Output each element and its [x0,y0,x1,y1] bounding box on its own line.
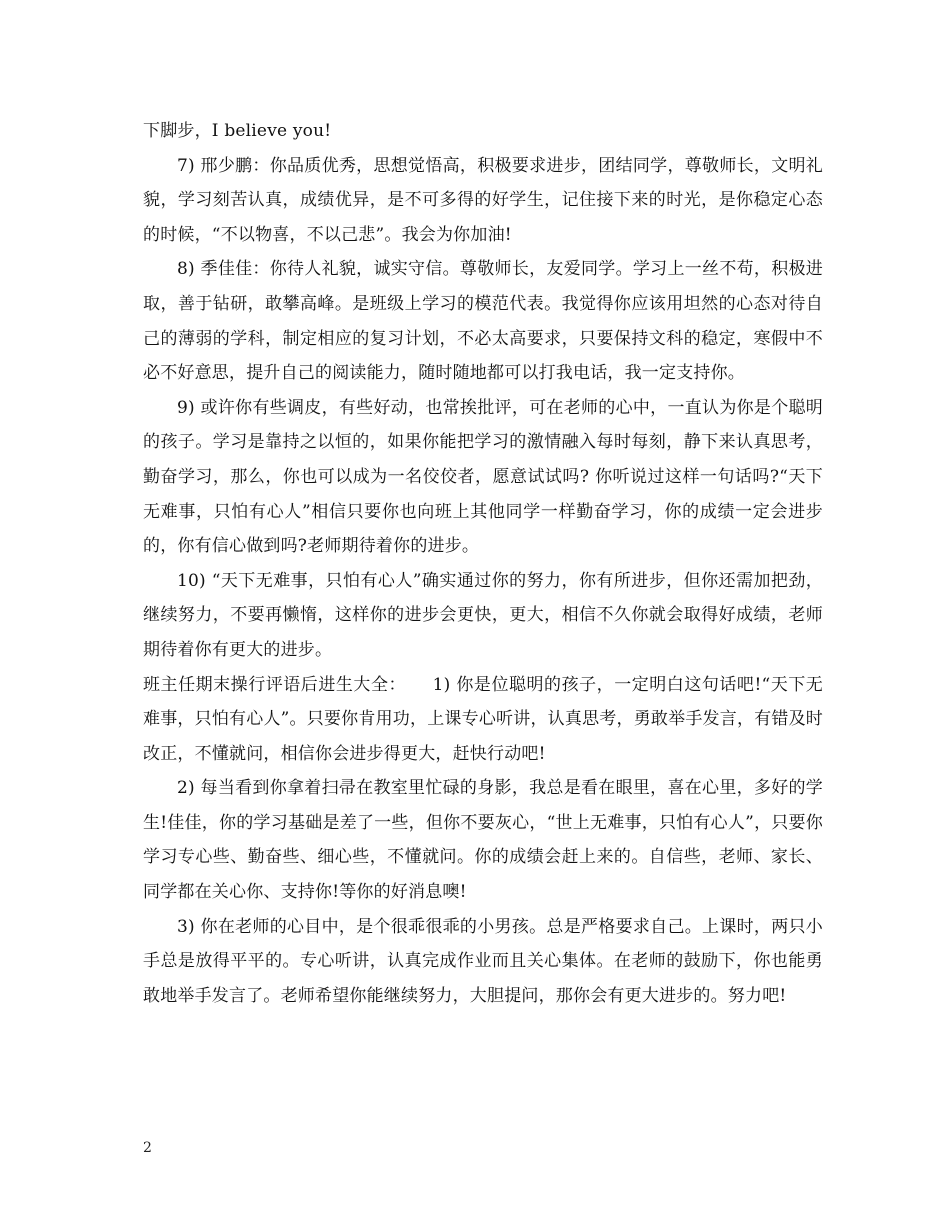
paragraph-comment-7: 7) 邢少鹏：你品质优秀，思想觉悟高，积极要求进步，团结同学，尊敬师长，文明礼貌，学习刻苦认真，成绩优异，是不可多得的好学生，记住接下来的时光，是你稳定心态的时候，“不以物喜，不以己悲”。我会为你加油! [143,155,823,245]
document-body [143,114,823,1013]
paragraph-comment-9: 9) 或许你有些调皮，有些好动，也常挨批评，可在老师的心中，一直认为你是个聪明的孩子。学习是靠持之以恒的，如果你能把学习的激情融入每时每刻，静下来认真思考，勤奋学习，那么，你也可以成为一名佼佼者，愿意试试吗? 你听说过这样一句话吗?“天下无难事，只怕有心人”相信只要你也向班上其他同学一样勤奋学习，你的成绩一定会进步的，你有信心做到吗?老师期待着你的进步。 [143,397,823,557]
paragraph-comment-3: 3) 你在老师的心目中，是个很乖很乖的小男孩。总是严格要求自己。上课时，两只小手总是放得平平的。专心听讲，认真完成作业而且关心集体。在老师的鼓励下，你也能勇敢地举手发言了。老师希望你能继续努力，大胆提问，那你会有更大进步的。努力吧! [143,916,823,1006]
paragraph-comment-2: 2) 每当看到你拿着扫帚在教室里忙碌的身影，我总是看在眼里，喜在心里，多好的学生!佳佳，你的学习基础是差了一些，但你不要灰心，“世上无难事，只怕有心人”，只要你学习专心些、勤奋些、细心些，不懂就问。你的成绩会赶上来的。自信些，老师、家长、同学都在关心你、支持你!等你的好消息噢! [143,778,823,903]
paragraph-closing-line: 下脚步，I believe you! [143,121,332,141]
paragraph-comment-10: 10) “天下无难事，只怕有心人”确实通过你的努力，你有所进步，但你还需加把劲，继续努力，不要再懒惰，这样你的进步会更快，更大，相信不久你就会取得好成绩，老师期待着你有更大的进步。 [143,570,823,660]
page-number: 2 [143,1140,152,1156]
paragraph-section-heading: 班主任期末操行评语后进生大全： 1) 你是位聪明的孩子，一定明白这句话吧!“天下无难事，只怕有心人”。只要你肯用功，上课专心听讲，认真思考，勇敢举手发言，有错及时改正，不懂就问，相信你会进步得更大，赶快行动吧! [143,674,823,764]
paragraph-comment-8: 8) 季佳佳：你待人礼貌，诚实守信。尊敬师长，友爱同学。学习上一丝不苟，积极进取，善于钻研，敢攀高峰。是班级上学习的模范代表。我觉得你应该用坦然的心态对待自己的薄弱的学科，制定相应的复习计划，不必太高要求，只要保持文科的稳定，寒假中不必不好意思，提升自己的阅读能力，随时随地都可以打我电话，我一定支持你。 [143,259,823,384]
